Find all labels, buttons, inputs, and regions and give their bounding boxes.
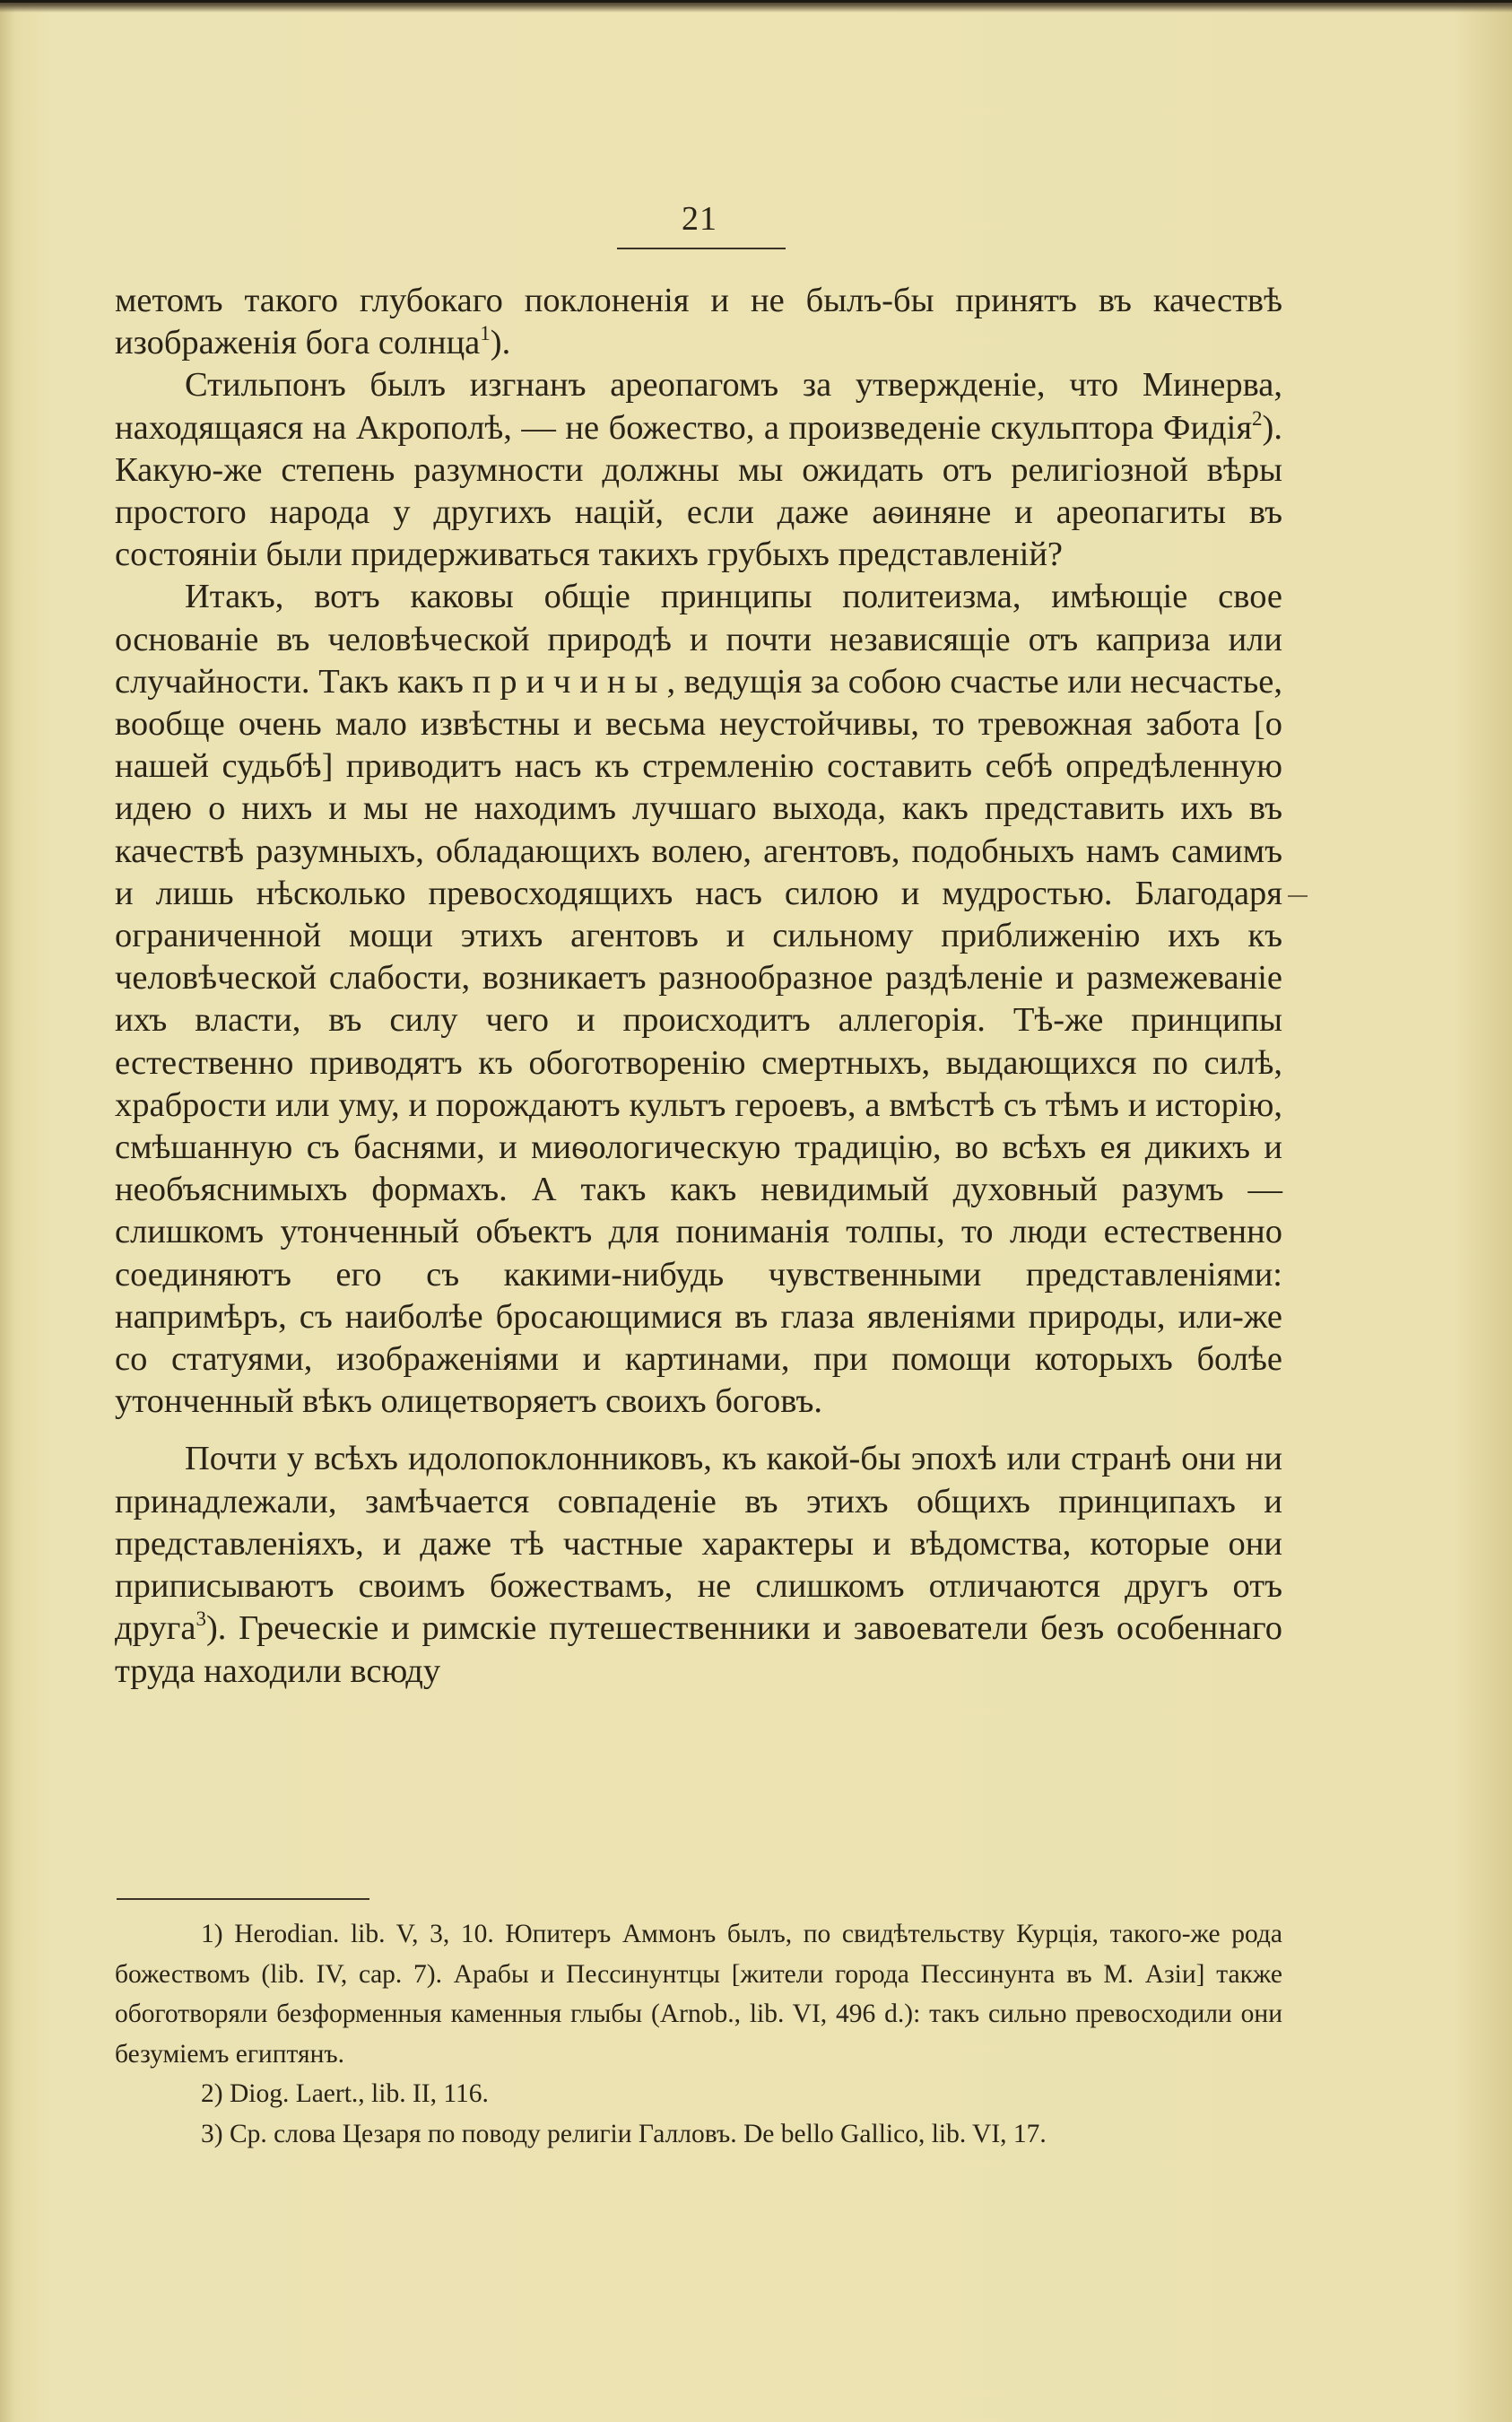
footnote-ref-3: 3 (196, 1607, 206, 1631)
paragraph-4-text-a: Почти у всѣхъ идолопоклонниковъ, къ какой-бы эпохѣ или странѣ они ни принадлежали, замѣчается совпаденіе въ этихъ общихъ принципахъ и представленіяхъ, и даже тѣ частные характеры и вѣдомства, которые они приписываютъ своимъ божествамъ, не слишкомъ отличаются другъ отъ друга (115, 1440, 1282, 1648)
footnote-rule (117, 1898, 369, 1900)
page-number: 21 (682, 200, 717, 238)
footnote-2: 2) Diog. Laert., lib. II, 116. (201, 2079, 489, 2108)
paragraph-2-text-a: Стильпонъ былъ изгнанъ ареопагомъ за утвержденіе, что Минерва, находящаяся на Акрополѣ, — не божество, а произведеніе скульптора Фидія (115, 366, 1282, 447)
paragraph-1 (115, 280, 1282, 364)
paragraph-1-text: метомъ такого глубокаго поклоненія и не былъ-бы принятъ въ качествѣ изображенія бога солнца (115, 282, 1282, 362)
paragraph-3-text-b: , ведущія за собою счастье или несчастье, вообще очень мало извѣстны и весьма неустойчивы, то тревожная забота [о нашей судьбѣ] приводитъ насъ къ стремленію составить себѣ опредѣленную идею о нихъ и мы не находимъ лучшаго выхода, какъ представить ихъ въ качествѣ разумныхъ, обладающихъ волею, агентовъ, подобныхъ намъ самимъ и лишь нѣсколько превосходящихъ насъ силою и мудростью. Благодаря ограниченной мощи этихъ агентовъ и сильному приближенію ихъ къ человѣческой слабости, возникаетъ разнообразное раздѣленіе и размежеваніе ихъ власти, въ силу чего и происходитъ аллегорія. Тѣ-же принципы естественно приводятъ къ обоготворенію смертныхъ, выдающихся по силѣ, храбрости или уму, и порождаютъ культъ героевъ, а вмѣстѣ съ тѣмъ и исторію, смѣшанную съ баснями, и миѳологическую традицію, во всѣхъ ея дикихъ и необъяснимыхъ формахъ. А такъ какъ невидимый духовный разумъ — слишкомъ утонченный объектъ для пониманія толпы, то люди естественно соединяютъ его съ какими-нибудь чувственными представленіями: напримѣръ, съ наиболѣе бросающимися въ глаза явленіями природы, или-же со статуями, изображеніями и картинами, при помощи которыхъ болѣе утонченный вѣкъ олицетворяетъ своихъ боговъ. (115, 662, 1282, 1421)
footnote-1: 1) Herodian. lib. V, 3, 10. Юпитеръ Аммонъ былъ, по свидѣтельству Курція, такого-же рода божествомъ (lib. IV, cap. 7). Арабы и Пессинунтцы [жители города Пессинунта въ М. Азіи] также обоготворяли безформенныя каменныя глыбы (Arnob., lib. VI, 496 d.): такъ сильно превосходили они безуміемъ египтянъ. (115, 1920, 1282, 2069)
paragraph-4-text-b: ). Греческіе и римскіе путешественники и завоеватели безъ особеннаго труда находили всюду (115, 1609, 1282, 1690)
paragraph-2-text-b: ). Какую-же степень разумности должны мы ожидать отъ религіозной вѣры простого народа у другихъ націй, если даже аѳиняне и ареопагиты въ состояніи были придерживаться такихъ грубыхъ представленій? (115, 408, 1282, 574)
paragraph-3 (115, 576, 1282, 1423)
footnote-3: 3) Ср. слова Цезаря по поводу религіи Галловъ. De bello Gallico, lib. VI, 17. (201, 2119, 1047, 2148)
margin-mark (1288, 895, 1308, 897)
paragraph-2 (115, 364, 1282, 576)
footnotes (115, 1914, 1282, 2154)
paragraph-3-spaced-word: причины (472, 662, 667, 701)
main-text (115, 280, 1282, 1693)
footnote-ref-2: 2 (1252, 406, 1263, 430)
paragraph-4 (115, 1438, 1282, 1692)
page-top-border (0, 0, 1512, 3)
footnote-ref-1: 1 (480, 322, 491, 345)
page-number-rule (617, 248, 786, 249)
paragraph-1-end: ). (490, 324, 511, 362)
paragraph-3-text-a: Итакъ, вотъ каковы общіе принципы политеизма, имѣющіе свое основаніе въ человѣческой природѣ и почти независящіе отъ каприза или случайности. Такъ какъ (115, 578, 1282, 701)
